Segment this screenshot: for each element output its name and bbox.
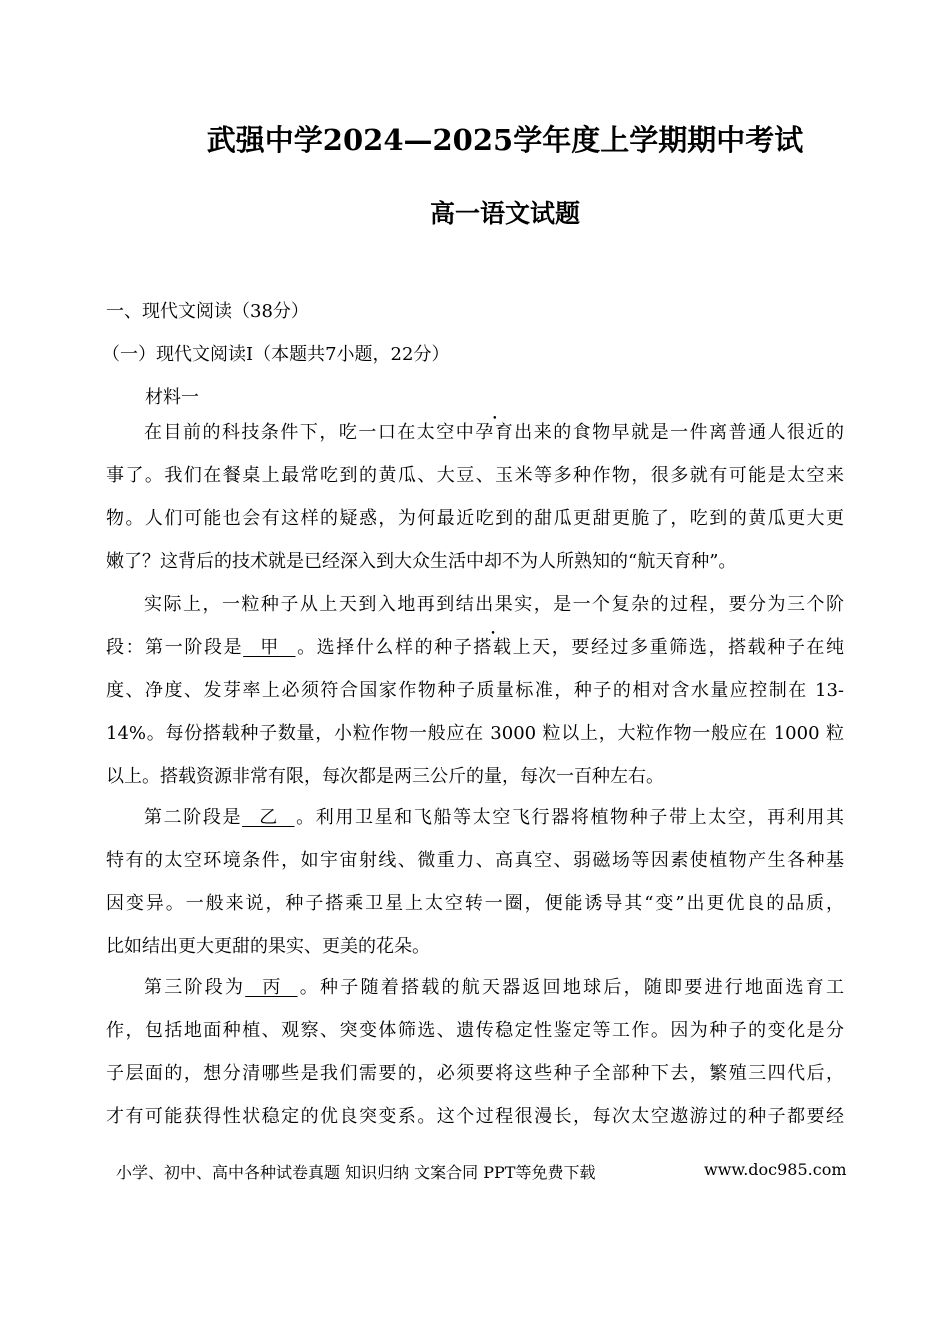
passage-line: 作，包括地面种植、观察、突变体筛选、遗传稳定性鉴定等工作。因为种子的变化是分	[106, 1020, 844, 1041]
passage-line: 事了。我们在餐桌上最常吃到的黄瓜、大豆、玉米等多种作物，很多就有可能是太空来	[106, 465, 844, 486]
fill-blank-yi: 乙	[242, 807, 295, 828]
passage-line: 实际上，一粒种子从上天到入地再到结出果实，是一个复杂的过程，要分为三个阶	[144, 594, 844, 615]
exam-title: 武强中学2024—2025学年度上学期期中考试	[206, 123, 804, 157]
passage-line: 段：第一阶段是 甲 。选择什么样的种子搭载上天，要经过多重筛选，搭载种子在纯	[106, 637, 845, 658]
dotted-emphasis: 搭载	[473, 637, 513, 658]
passage-line: 14%。每份搭载种子数量，小粒作物一般应在 3000 粒以上，大粒作物一般应在 1000 粒	[106, 723, 844, 744]
material-label: 材料一	[145, 387, 199, 408]
footer-url[interactable]: www.doc985.com	[704, 1160, 847, 1179]
footer-text: 小学、初中、高中各种试卷真题 知识归纳 文案合同 PPT等免费下载	[116, 1163, 596, 1182]
dotted-emphasis: 孕育	[475, 422, 515, 443]
passage-line: 因变异。一般来说，种子搭乘卫星上太空转一圈，便能诱导其“变”出更优良的品质，	[106, 893, 844, 914]
fill-blank-jia: 甲	[243, 637, 296, 658]
passage-line: 以上。搭载资源非常有限，每次都是两三公斤的量，每次一百种左右。	[106, 766, 664, 787]
passage-line: 比如结出更大更甜的果实、更美的花朵。	[106, 936, 430, 957]
passage-line: 第三阶段为 丙 。种子随着搭载的航天器返回地球后，随即要进行地面选育工	[144, 977, 845, 998]
passage-line: 特有的太空环境条件，如宇宙射线、微重力、高真空、弱磁场等因素使植物产生各种基	[106, 850, 844, 871]
section-subheading: （一）现代文阅读Ⅰ（本题共7小题，22分）	[102, 344, 450, 365]
passage-line: 度、净度、发芽率上必须符合国家作物种子质量标准，种子的相对含水量应控制在 13-	[106, 680, 844, 701]
passage-line: 才有可能获得性状稳定的优良突变系。这个过程很漫长，每次太空遨游过的种子都要经	[106, 1106, 844, 1127]
fill-blank-bing: 丙	[245, 977, 298, 998]
passage-line: 嫩了？这背后的技术就是已经深入到大众生活中却不为人所熟知的“航天育种”。	[106, 551, 737, 572]
passage-line: 在目前的科技条件下，吃一口在太空中孕育出来的食物早就是一件离普通人很近的	[144, 422, 845, 443]
exam-subtitle: 高一语文试题	[429, 199, 580, 228]
passage-line: 子层面的，想分清哪些是我们需要的，必须要将这些种子全部种下去，繁殖三四代后，	[106, 1063, 844, 1084]
passage-line: 物。人们可能也会有这样的疑惑，为何最近吃到的甜瓜更甜更脆了，吃到的黄瓜更大更	[106, 508, 844, 529]
passage-line: 第二阶段是 乙 。利用卫星和飞船等太空飞行器将植物种子带上太空，再利用其	[144, 807, 845, 828]
section-heading: 一、现代文阅读（38分）	[106, 301, 309, 322]
